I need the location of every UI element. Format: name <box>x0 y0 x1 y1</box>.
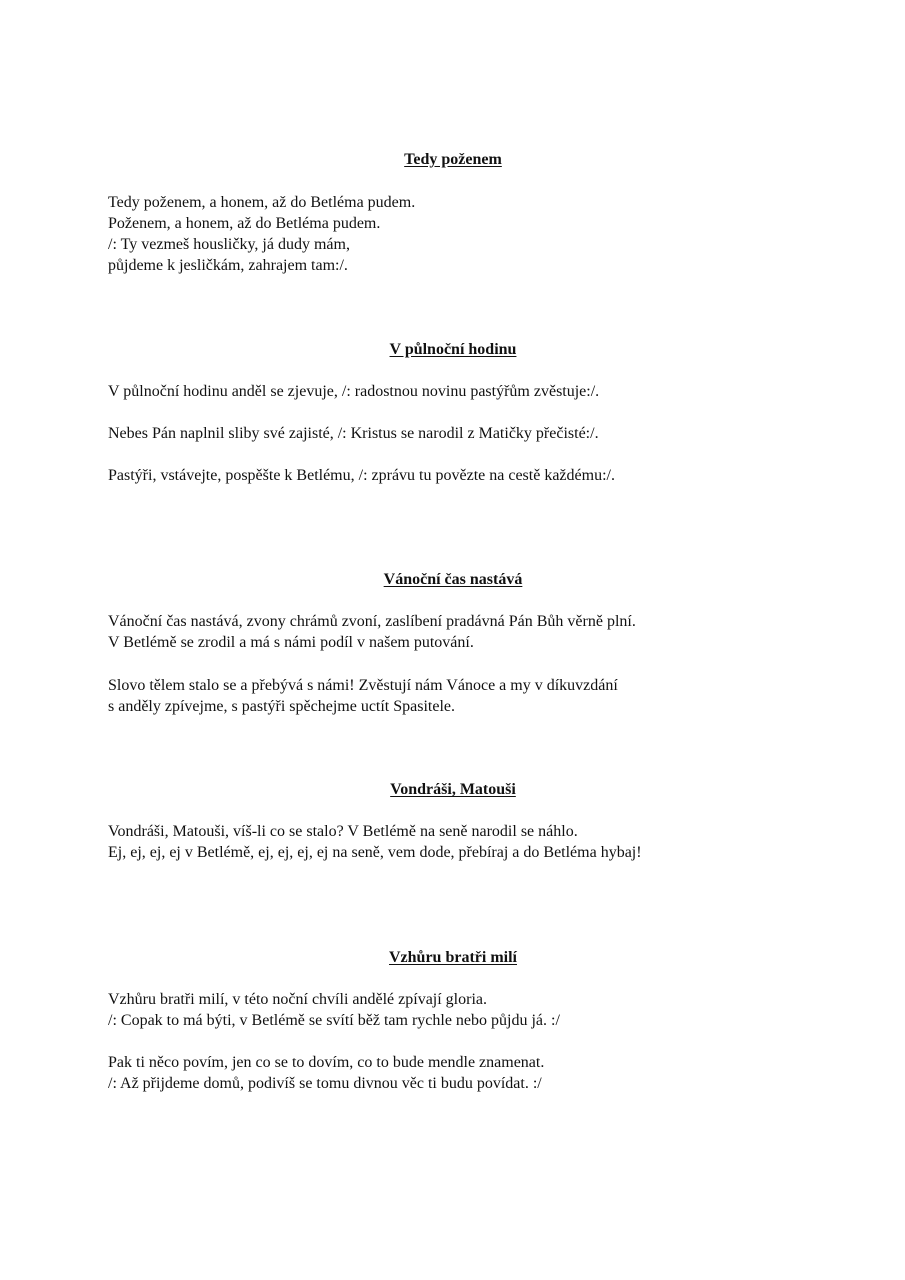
song-line: Pastýři, vstávejte, pospěšte k Betlému, /: zprávu tu povězte na cestě každému:/. <box>108 467 615 484</box>
song-line: Vzhůru bratři milí, v této noční chvíli andělé zpívají gloria. <box>108 991 487 1008</box>
song-title: Vondráši, Matouši <box>390 781 516 798</box>
song-line: s anděly zpívejme, s pastýři spěchejme uctít Spasitele. <box>108 698 456 715</box>
song-line: Vánoční čas nastává, zvony chrámů zvoní, zaslíbení pradávná Pán Bůh věrně plní. <box>108 613 636 630</box>
song-line: Slovo tělem stalo se a přebývá s námi! Zvěstují nám Vánoce a my v díkuvzdání <box>108 677 618 694</box>
song-line: V půlnoční hodinu anděl se zjevuje, /: radostnou novinu pastýřům zvěstuje:/. <box>108 383 600 400</box>
song-title: V půlnoční hodinu <box>389 341 517 358</box>
song-line: půjdeme k jesličkám, zahrajem tam:/. <box>108 257 348 274</box>
song-line: Vondráši, Matouši, víš-li co se stalo? V Betlémě na seně narodil se náhlo. <box>108 823 578 840</box>
song-line: /: Až přijdeme domů, podivíš se tomu divnou věc ti budu povídat. :/ <box>108 1075 542 1092</box>
song-line: Ej, ej, ej, ej v Betlémě, ej, ej, ej, ej na seně, vem dode, přebíraj a do Betléma hybaj! <box>108 844 642 861</box>
song-line: Pak ti něco povím, jen co se to dovím, co to bude mendle znamenat. <box>108 1054 545 1071</box>
song-line: /: Ty vezmeš housličky, já dudy mám, <box>108 236 350 253</box>
song-title: Tedy poženem <box>404 151 502 168</box>
song-line: /: Copak to má býti, v Betlémě se svítí běž tam rychle nebo půjdu já. :/ <box>108 1012 560 1029</box>
song-title: Vánoční čas nastává <box>383 571 523 588</box>
song-line: V Betlémě se zrodil a má s námi podíl v našem putování. <box>108 634 474 651</box>
song-title: Vzhůru bratři milí <box>389 949 517 966</box>
song-line: Poženem, a honem, až do Betléma pudem. <box>108 215 381 232</box>
song-line: Nebes Pán naplnil sliby své zajisté, /: Kristus se narodil z Matičky přečisté:/. <box>108 425 599 442</box>
song-line: Tedy poženem, a honem, až do Betléma pudem. <box>108 194 416 211</box>
